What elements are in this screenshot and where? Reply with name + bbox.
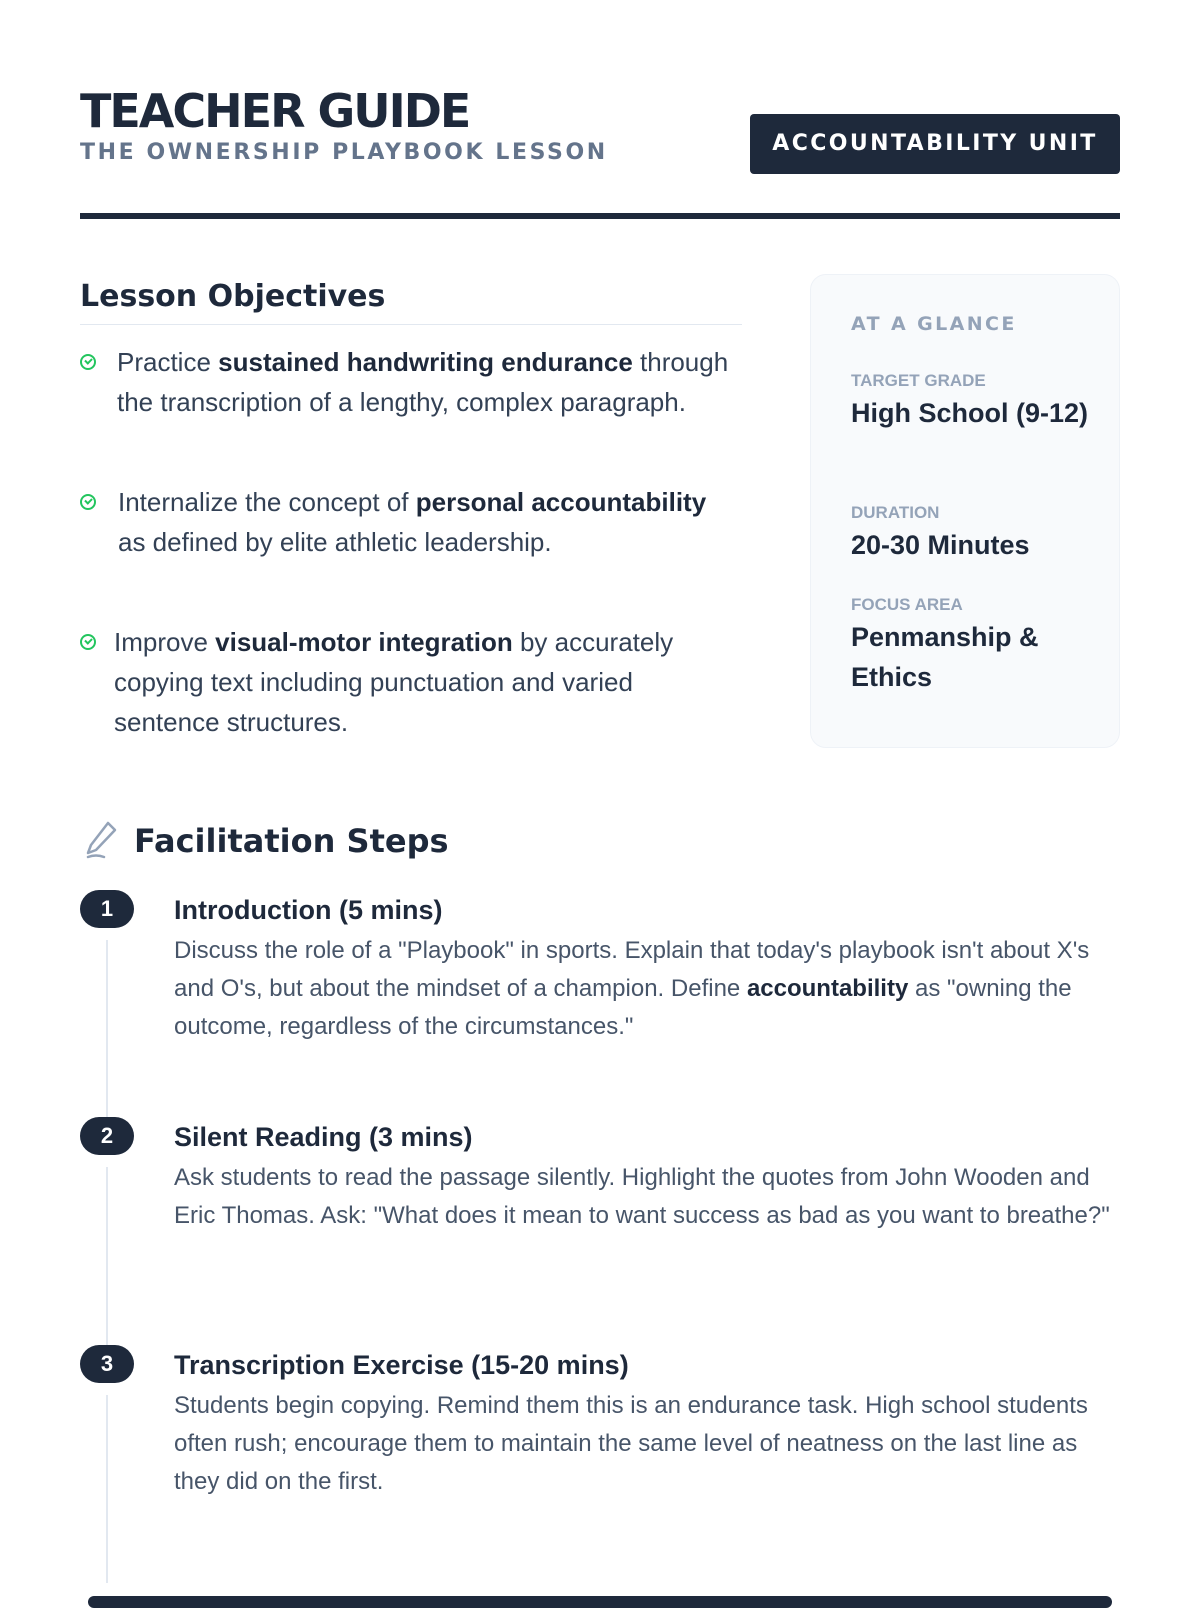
check-circle-icon xyxy=(80,354,96,370)
pencil-icon xyxy=(84,820,118,860)
step-title: Introduction (5 mins) xyxy=(174,895,443,925)
target-grade-value: High School (9-12) xyxy=(851,398,1089,428)
objective-emphasis: sustained handwriting endurance xyxy=(218,347,633,377)
header xyxy=(80,80,1120,220)
step-emphasis: accountability xyxy=(746,975,909,1002)
unit-badge: ACCOUNTABILITY UNIT xyxy=(750,114,1120,174)
step-number-badge: 2 xyxy=(80,1117,134,1155)
objective-emphasis: visual-motor integration xyxy=(215,627,513,657)
step-connector xyxy=(106,1395,108,1583)
footer-bar xyxy=(88,1596,1112,1608)
page-title: TEACHER GUIDE xyxy=(80,84,470,138)
objective-text: Improve xyxy=(114,627,216,657)
objective-emphasis: personal accountability xyxy=(415,487,707,517)
objective-text: through the transcription of a lengthy, complex paragraph. xyxy=(117,347,729,417)
objective-text: as defined by elite athletic leadership. xyxy=(118,527,552,557)
duration-value: 20-30 Minutes xyxy=(851,530,1030,560)
glance-title: AT A GLANCE xyxy=(851,313,1017,335)
objectives-heading: Lesson Objectives xyxy=(80,279,386,314)
focus-area-value: Penmanship & Ethics xyxy=(851,622,1039,692)
duration-label: DURATION xyxy=(851,503,940,522)
step-connector xyxy=(106,940,108,1128)
header-divider xyxy=(80,213,1120,219)
step-description xyxy=(174,1387,1120,1501)
step-number-badge: 1 xyxy=(80,890,134,928)
step-text: as "owning the outcome, regardless of the circumstances." xyxy=(174,975,1072,1040)
objective-text: Internalize the concept of xyxy=(118,487,416,517)
objective-text: Practice xyxy=(117,347,219,377)
lesson-objectives xyxy=(80,270,756,737)
page-subtitle: THE OWNERSHIP PLAYBOOK LESSON xyxy=(80,140,608,165)
step-title: Silent Reading (3 mins) xyxy=(174,1122,473,1152)
step-text: Ask students to read the passage silently. Highlight the quotes from John Wooden and Eric Thomas. Ask: "What does it mean to want success as bad as you want to breathe?" xyxy=(174,1164,1110,1229)
step-title: Transcription Exercise (15-20 mins) xyxy=(174,1350,629,1380)
check-circle-icon xyxy=(80,494,96,510)
step-description xyxy=(174,1159,1120,1235)
facilitation-header xyxy=(80,812,1120,872)
step-text: Discuss the role of a "Playbook" in sports. Explain that today's playbook isn't about X's and O's, but about the mindset of a champion. Define xyxy=(174,937,1090,1002)
objectives-divider xyxy=(80,324,742,325)
objective-text: by accurately copying text including punctuation and varied sentence structures. xyxy=(114,627,674,737)
step-description xyxy=(174,932,1120,1046)
step-number-badge: 3 xyxy=(80,1345,134,1383)
facilitation-heading: Facilitation Steps xyxy=(134,822,449,860)
at-a-glance-card xyxy=(810,274,1120,748)
step-text: Students begin copying. Remind them this is an endurance task. High school students often rush; encourage them to maintain the same level of neatness on the last line as they did on the first. xyxy=(174,1392,1088,1495)
step-connector xyxy=(106,1167,108,1355)
focus-area-label: FOCUS AREA xyxy=(851,595,963,614)
target-grade-label: TARGET GRADE xyxy=(851,371,986,390)
check-circle-icon xyxy=(80,634,96,650)
